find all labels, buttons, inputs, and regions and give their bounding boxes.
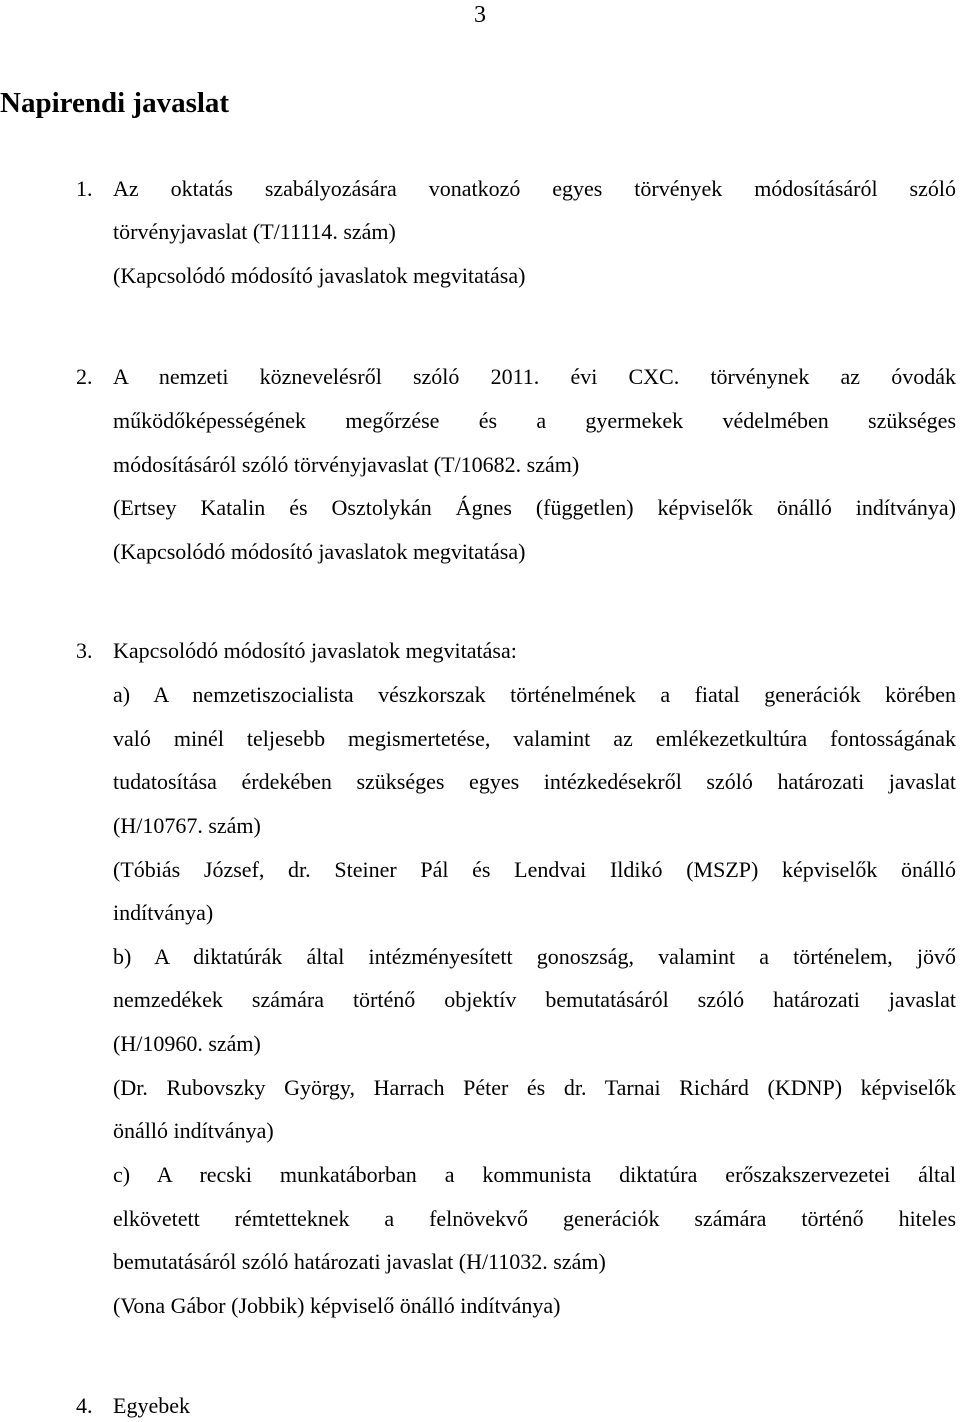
item-line: (Dr. Rubovszky György, Harrach Péter és dr. Tarnai Richárd (KDNP) képviselők bbox=[113, 1075, 956, 1100]
item-line: bemutatásáról szóló határozati javaslat (H/11032. szám) bbox=[113, 1249, 606, 1274]
item-line: indítványa) bbox=[113, 900, 214, 925]
item-line: Az oktatás szabályozására vonatkozó egyes törvények módosításáról szóló bbox=[113, 176, 956, 201]
item-line: (Ertsey Katalin és Osztolykán Ágnes (független) képviselők önálló indítványa) bbox=[113, 495, 956, 520]
item-number: 4. bbox=[76, 1393, 93, 1418]
item-number: 2. bbox=[76, 364, 93, 389]
item-line: a) A nemzetiszocialista vészkorszak történelmének a fiatal generációk körében bbox=[113, 682, 956, 707]
page-number: 3 bbox=[474, 2, 486, 28]
item-line: önálló indítványa) bbox=[113, 1118, 274, 1143]
item-line: módosításáról szóló törvényjavaslat (T/10682. szám) bbox=[113, 452, 580, 477]
item-line: A nemzeti köznevelésről szóló 2011. évi CXC. törvénynek az óvodák bbox=[113, 364, 956, 389]
item-line: törvényjavaslat (T/11114. szám) bbox=[113, 219, 396, 244]
item-line: (Kapcsolódó módosító javaslatok megvitatása) bbox=[113, 539, 526, 564]
item-line: (Tóbiás József, dr. Steiner Pál és Lendvai Ildikó (MSZP) képviselők önálló bbox=[113, 857, 956, 882]
page-title: Napirendi javaslat bbox=[0, 87, 230, 119]
item-line: Kapcsolódó módosító javaslatok megvitatása: bbox=[113, 638, 517, 663]
item-line: c) A recski munkatáborban a kommunista diktatúra erőszakszervezetei által bbox=[113, 1162, 956, 1187]
item-line: működőképességének megőrzése és a gyermekek védelmében szükséges bbox=[113, 408, 956, 433]
item-line: (H/10960. szám) bbox=[113, 1031, 261, 1056]
item-line: Egyebek bbox=[113, 1393, 190, 1418]
item-line: b) A diktatúrák által intézményesített gonoszság, valamint a történelem, jövő bbox=[113, 944, 956, 969]
item-line: (H/10767. szám) bbox=[113, 813, 261, 838]
item-line: tudatosítása érdekében szükséges egyes intézkedésekről szóló határozati javaslat bbox=[113, 769, 956, 794]
item-number: 3. bbox=[76, 638, 93, 663]
item-number: 1. bbox=[76, 176, 93, 201]
item-line: nemzedékek számára történő objektív bemutatásáról szóló határozati javaslat bbox=[113, 987, 956, 1012]
item-line: (Vona Gábor (Jobbik) képviselő önálló indítványa) bbox=[113, 1293, 561, 1318]
item-line: való minél teljesebb megismertetése, valamint az emlékezetkultúra fontosságának bbox=[113, 726, 956, 751]
item-line: (Kapcsolódó módosító javaslatok megvitatása) bbox=[113, 263, 526, 288]
item-line: elkövetett rémtetteknek a felnövekvő generációk számára történő hiteles bbox=[113, 1206, 956, 1231]
